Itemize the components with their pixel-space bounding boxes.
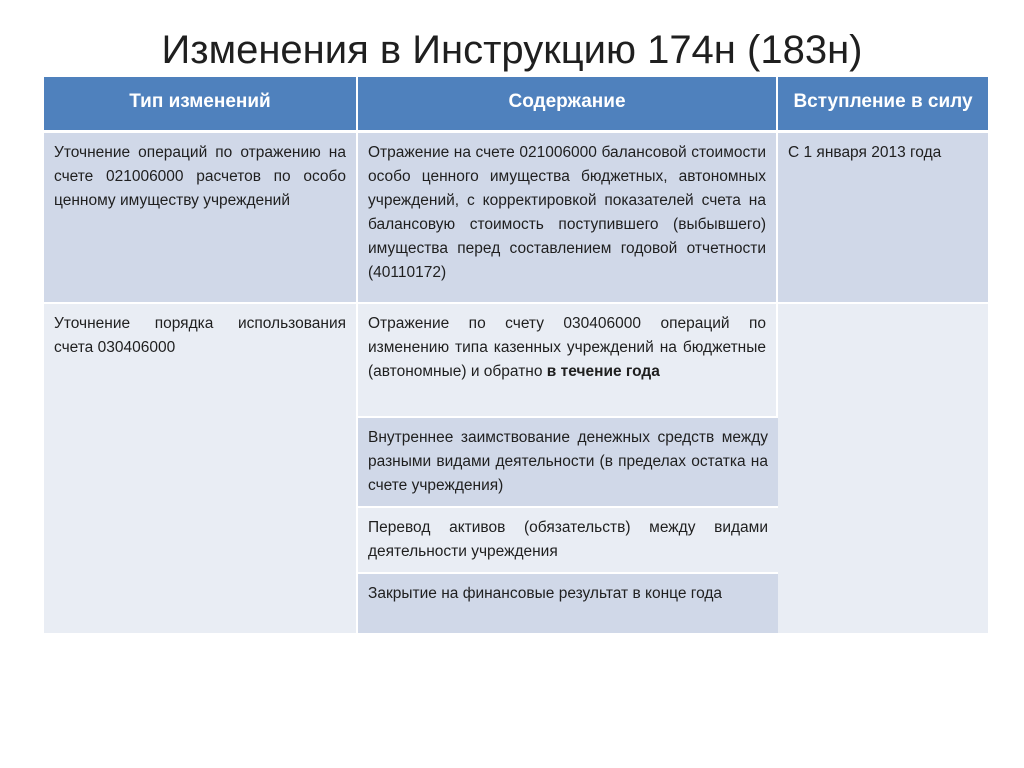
cell-type: Уточнение операций по отражению на счете 021006000 расчетов по особо ценному имуществу учреждений xyxy=(44,133,358,304)
table-row xyxy=(44,133,988,304)
cell-content: Перевод активов (обязательств) между видами деятельности учреждения xyxy=(358,508,778,574)
page-title: Изменения в Инструкцию 174н (183н) xyxy=(161,28,863,72)
content-text: Отражение по счету 030406000 операций по изменению типа казенных учреждений на бюджетные (автономные) и обратно xyxy=(368,315,766,380)
changes-table xyxy=(44,77,988,635)
table-header-row xyxy=(44,77,988,133)
header-content: Содержание xyxy=(358,77,778,133)
cell-content: Отражение на счете 021006000 балансовой стоимости особо ценного имущества бюджетных, автономных учреждений, с корректировкой показателей счета на балансовую стоимость поступившего (выбывшего) имущества перед составлением годовой отчетности (40110172) xyxy=(358,133,778,304)
cell-effective xyxy=(778,304,988,635)
cell-content xyxy=(358,304,778,418)
table-row xyxy=(44,304,988,418)
content-bold-text: в течение года xyxy=(546,363,660,380)
cell-effective: С 1 января 2013 года xyxy=(778,133,988,304)
cell-content: Внутреннее заимствование денежных средств между разными видами деятельности (в пределах остатка на счете учреждения) xyxy=(358,418,778,508)
header-effective: Вступление в силу xyxy=(778,77,988,133)
cell-type: Уточнение порядка использования счета 030406000 xyxy=(44,304,358,635)
header-type: Тип изменений xyxy=(44,77,358,133)
cell-content: Закрытие на финансовые результат в конце года xyxy=(358,574,778,635)
